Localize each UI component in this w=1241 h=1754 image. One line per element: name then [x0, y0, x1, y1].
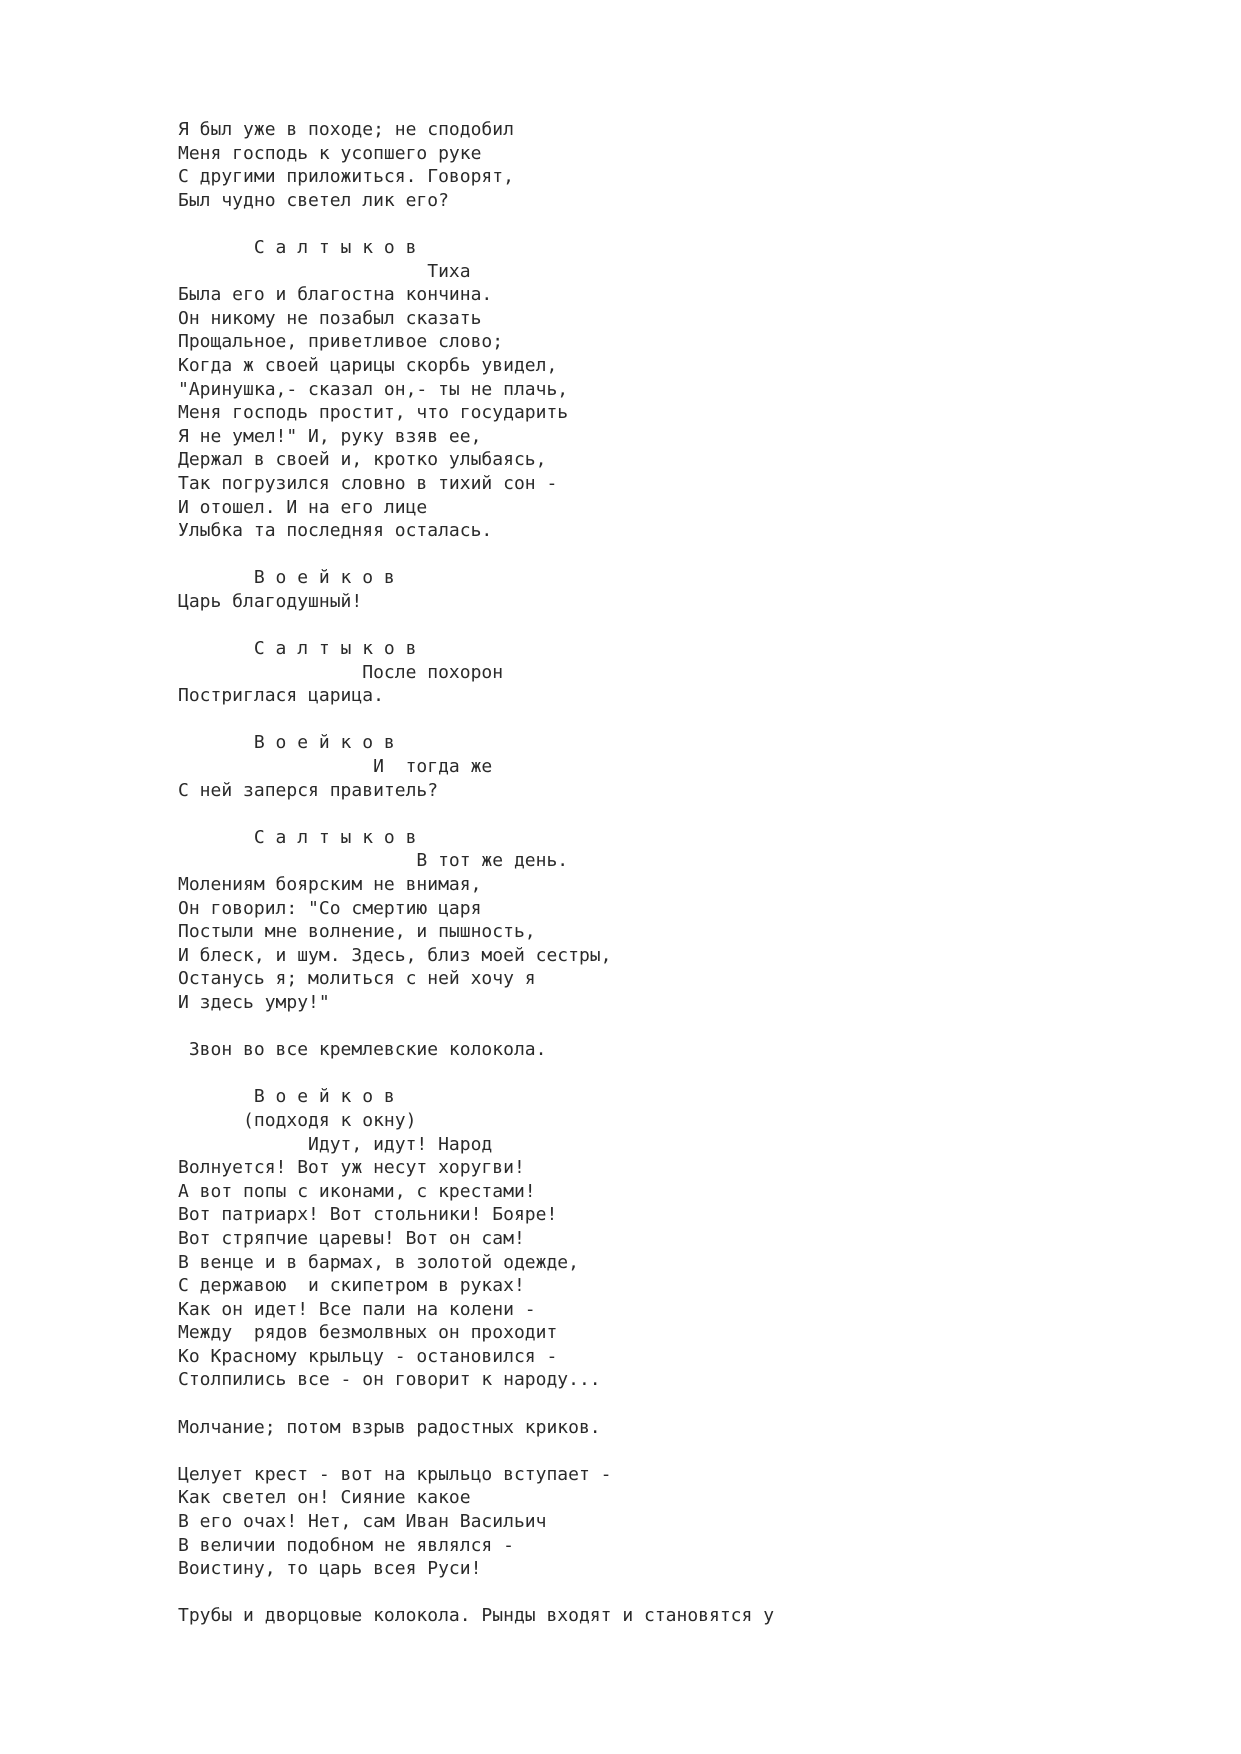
- text-line: Трубы и дворцовые колокола. Рынды входят и становятся у: [178, 1605, 775, 1627]
- text-line: Тиха: [178, 260, 471, 282]
- text-line: Я не умел!" И, руку взяв ее,: [178, 425, 482, 447]
- text-line: Улыбка та последняя осталась.: [178, 520, 493, 542]
- text-line: Постриглася царица.: [178, 685, 384, 707]
- text-line: Как светел он! Сияние какое: [178, 1487, 471, 1509]
- text-line: Я был уже в походе; не сподобил: [178, 119, 514, 140]
- text-line: Волнуется! Вот уж несут хоругви!: [178, 1157, 525, 1179]
- text-line: Целует крест - вот на крыльцо вступает -: [178, 1463, 612, 1485]
- text-line: [178, 1581, 774, 1605]
- text-line: Звон во все кремлевские колокола.: [178, 1039, 547, 1061]
- text-line: Держал в своей и, кротко улыбаясь,: [178, 449, 547, 471]
- text-line: [178, 1015, 774, 1039]
- text-line: В величии подобном не являлся -: [178, 1534, 514, 1556]
- text-line: Был чудно светел лик его?: [178, 189, 449, 211]
- text-line: Молчание; потом взрыв радостных криков.: [178, 1416, 601, 1438]
- text-line: С ней заперся правитель?: [178, 779, 439, 801]
- text-line: И здесь умру!": [178, 991, 330, 1013]
- text-line: [178, 212, 774, 236]
- text-line: С державою и скипетром в руках!: [178, 1275, 525, 1297]
- text-line: В венце и в бармах, в золотой одежде,: [178, 1251, 579, 1273]
- text-line: В о е й к о в: [178, 567, 395, 589]
- text-line: В тот же день.: [178, 850, 569, 872]
- text-line: Воистину, то царь всея Руси!: [178, 1558, 482, 1580]
- text-line: А вот попы с иконами, с крестами!: [178, 1180, 536, 1202]
- text-line: И тогда же: [178, 756, 493, 778]
- text-line: После похорон: [178, 661, 504, 683]
- text-line: [178, 613, 774, 637]
- text-line: Идут, идут! Народ: [178, 1133, 493, 1155]
- text-line: С а л т ы к о в: [178, 826, 417, 848]
- text-line: Так погрузился словно в тихий сон -: [178, 472, 558, 494]
- text-line: Царь благодушный!: [178, 590, 363, 612]
- text-line: [178, 543, 774, 567]
- text-line: Он никому не позабыл сказать: [178, 307, 482, 329]
- text-line: Меня господь простит, что государить: [178, 402, 569, 424]
- text-line: [178, 1392, 774, 1416]
- text-line: Между рядов безмолвных он проходит: [178, 1322, 558, 1344]
- text-line: Молениям боярским не внимая,: [178, 874, 482, 895]
- text-line: Вот стряпчие царевы! Вот он сам!: [178, 1227, 525, 1249]
- text-line: [178, 1062, 774, 1086]
- text-line: Меня господь к усопшего руке: [178, 142, 482, 164]
- text-line: Ко Красному крыльцу - остановился -: [178, 1345, 558, 1367]
- text-line: Постыли мне волнение, и пышность,: [178, 921, 536, 943]
- text-line: [178, 708, 774, 732]
- text-line: [178, 1439, 774, 1463]
- text-line: Он говорил: "Со смертию царя: [178, 897, 482, 919]
- text-line: Когда ж своей царицы скорбь увидел,: [178, 354, 558, 376]
- text-line: "Аринушка,- сказал он,- ты не плачь,: [178, 378, 569, 400]
- text-line: Вот патриарх! Вот стольники! Бояре!: [178, 1204, 558, 1226]
- text-line: Прощальное, приветливое слово;: [178, 331, 504, 353]
- text-line: И отошел. И на его лице: [178, 496, 428, 518]
- play-text: [178, 118, 774, 1628]
- text-line: Была его и благостна кончина.: [178, 284, 493, 306]
- text-line: Столпились все - он говорит к народу...: [178, 1369, 601, 1391]
- text-line: (подходя к окну): [178, 1109, 417, 1131]
- text-line: С а л т ы к о в: [178, 236, 417, 258]
- text-line: Останусь я; молиться с ней хочу я: [178, 968, 536, 990]
- text-line: И блеск, и шум. Здесь, близ моей сестры,: [178, 944, 612, 966]
- text-line: С а л т ы к о в: [178, 638, 417, 660]
- text-line: [178, 802, 774, 826]
- text-line: В его очах! Нет, сам Иван Васильич: [178, 1511, 547, 1533]
- text-line: Как он идет! Все пали на колени -: [178, 1298, 536, 1320]
- text-line: С другими приложиться. Говорят,: [178, 166, 514, 188]
- text-line: В о е й к о в: [178, 732, 395, 754]
- text-line: В о е й к о в: [178, 1086, 395, 1108]
